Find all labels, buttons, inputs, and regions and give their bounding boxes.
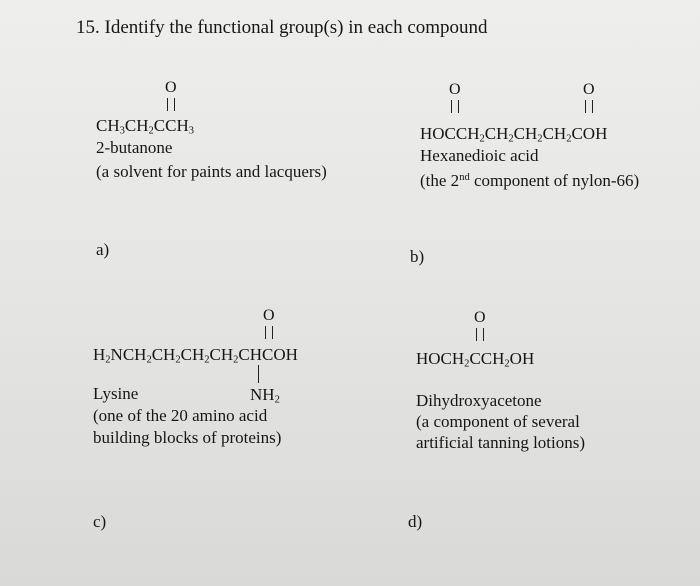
structural-formula: $HOCCH_2CH_2CH_2CH_2COH$ bbox=[420, 124, 608, 145]
carbonyl-oxygen: O bbox=[263, 307, 275, 324]
answer-label-d: d) bbox=[408, 512, 423, 531]
carbonyl-oxygen-left: O bbox=[449, 81, 461, 98]
question-title: 15. Identify the functional group(s) in each compound bbox=[76, 17, 488, 38]
compound-description: (a solvent for paints and lacquers) bbox=[96, 162, 327, 181]
compound-description: (the 2nd component of nylon-66) bbox=[420, 170, 640, 190]
carbonyl-oxygen: O bbox=[474, 309, 486, 326]
compound-name: Lysine bbox=[93, 384, 139, 403]
structural-formula: $H_2NCH_2CH_2CH_2CH_2CHCOH$ bbox=[93, 345, 298, 366]
structural-formula: $HOCH_2CCH_2OH$ bbox=[416, 349, 535, 370]
amino-substituent: $NH_2$ bbox=[250, 385, 280, 406]
answer-label-b: b) bbox=[410, 247, 425, 266]
answer-label-a: a) bbox=[96, 240, 110, 259]
compound-name: 2-butanone bbox=[96, 138, 173, 157]
double-bond-left bbox=[451, 100, 459, 113]
compound-name: Dihydroxyacetone bbox=[416, 391, 542, 410]
compound-description-line-1: (a component of several bbox=[416, 412, 580, 431]
compound-description-line-1: (one of the 20 amino acid bbox=[93, 406, 268, 425]
carbonyl-oxygen: O bbox=[165, 79, 177, 96]
compound-name: Hexanedioic acid bbox=[420, 146, 539, 165]
compound-description-line-2: artificial tanning lotions) bbox=[416, 433, 586, 452]
answer-label-c: c) bbox=[93, 512, 107, 531]
single-bond-vertical bbox=[258, 365, 259, 383]
structural-formula: $CH_3CH_2CCH_3$ bbox=[96, 116, 195, 137]
double-bond-right bbox=[585, 100, 593, 113]
compound-description-line-2: building blocks of proteins) bbox=[93, 428, 282, 447]
double-bond bbox=[167, 98, 175, 111]
double-bond bbox=[476, 328, 484, 341]
double-bond bbox=[265, 326, 273, 339]
carbonyl-oxygen-right: O bbox=[583, 81, 595, 98]
